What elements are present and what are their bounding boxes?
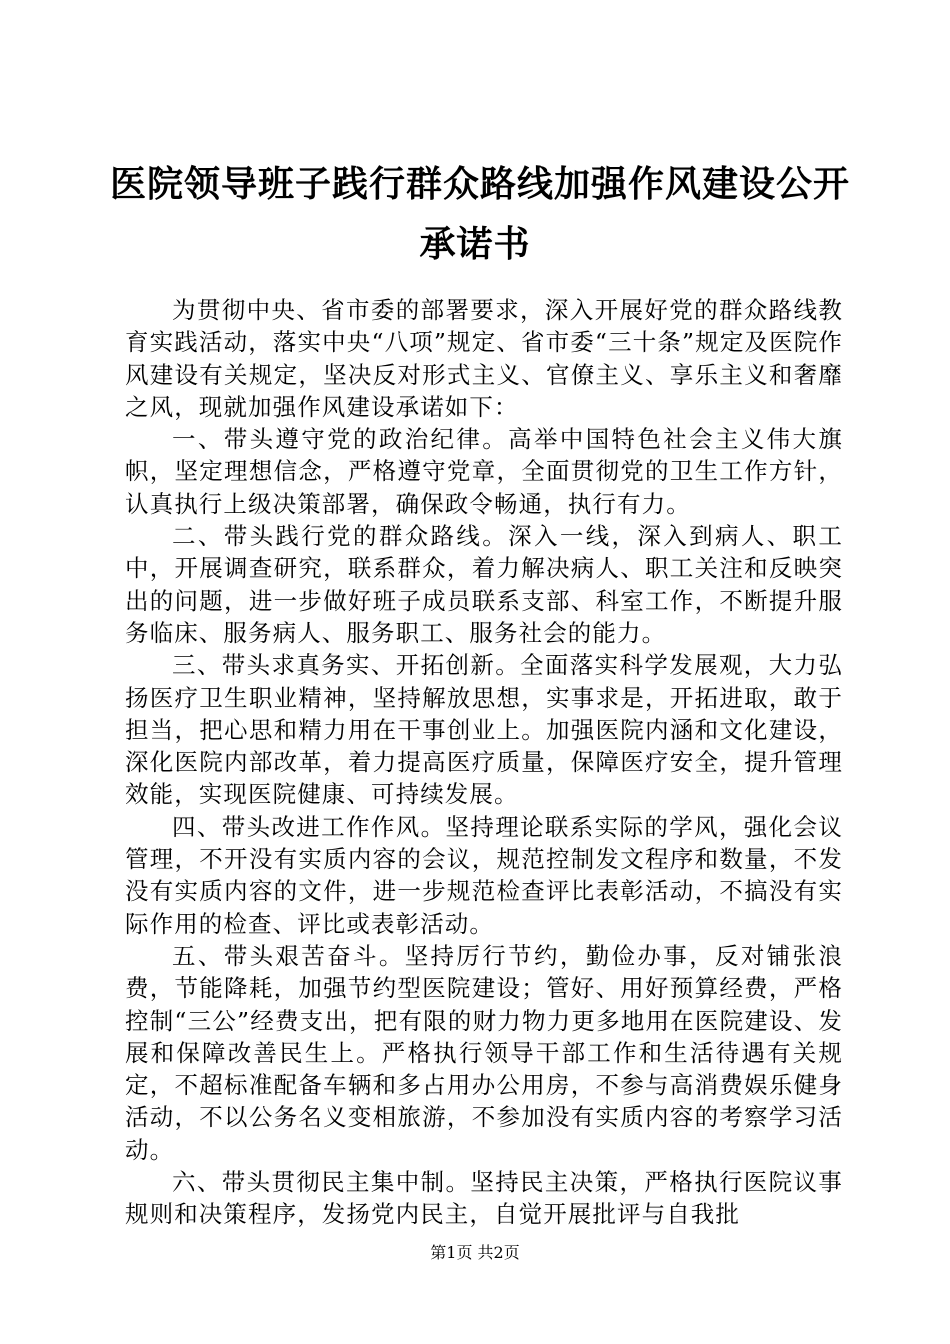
document-title-line-2: 承诺书 bbox=[419, 223, 531, 265]
paragraph-commitment-6: 六、带头贯彻民主集中制。坚持民主决策，严格执行医院议事规则和决策程序，发扬党内民主，自觉开展批评与自我批 bbox=[125, 1168, 843, 1229]
document-body bbox=[125, 294, 843, 1231]
paragraph-commitment-1: 一、带头遵守党的政治纪律。高举中国特色社会主义伟大旗帜，坚定理想信念，严格遵守党章，全面贯彻党的卫生工作方针，认真执行上级决策部署，确保政令畅通，执行有力。 bbox=[125, 425, 843, 518]
page-number-footer: 第1页 共2页 bbox=[430, 1243, 520, 1262]
paragraph-commitment-2: 二、带头践行党的群众路线。深入一线，深入到病人、职工中，开展调查研究，联系群众，着力解决病人、职工关注和反映突出的问题，进一步做好班子成员联系支部、科室工作，不断提升服务临床、服务病人、服务职工、服务社会的能力。 bbox=[125, 522, 843, 647]
paragraph-commitment-4: 四、带头改进工作作风。坚持理论联系实际的学风，强化会议管理，不开没有实质内容的会议，规范控制发文程序和数量，不发没有实质内容的文件，进一步规范检查评比表彰活动，不搞没有实际作用的检查、评比或表彰活动。 bbox=[125, 812, 843, 938]
document-title-line-1: 医院领导班子践行群众路线加强作风建设公开 bbox=[110, 163, 851, 205]
paragraph-commitment-5: 五、带头艰苦奋斗。坚持厉行节约，勤俭办事，反对铺张浪费，节能降耗，加强节约型医院建设；管好、用好预算经费，严格控制“三公”经费支出，把有限的财力物力更多地用在医院建设、发展和保障改善民生上。严格执行领导干部工作和生活待遇有关规定，不超标准配备车辆和多占用办公用房，不参与高消费娱乐健身活动，不以公务名义变相旅游，不参加没有实质内容的考察学习活动。 bbox=[125, 941, 843, 1164]
paragraph-commitment-3: 三、带头求真务实、开拓创新。全面落实科学发展观，大力弘扬医疗卫生职业精神，坚持解放思想，实事求是，开拓进取，敢于担当，把心思和精力用在干事创业上。加强医院内涵和文化建设，深化医院内部改革，着力提高医疗质量，保障医疗安全，提升管理效能，实现医院健康、可持续发展。 bbox=[125, 651, 843, 809]
paragraph-intro: 为贯彻中央、省市委的部署要求，深入开展好党的群众路线教育实践活动，落实中央“八项”规定、省市委“三十条”规定及医院作风建设有关规定，坚决反对形式主义、官僚主义、享乐主义和奢靡之风，现就加强作风建设承诺如下： bbox=[125, 296, 843, 421]
